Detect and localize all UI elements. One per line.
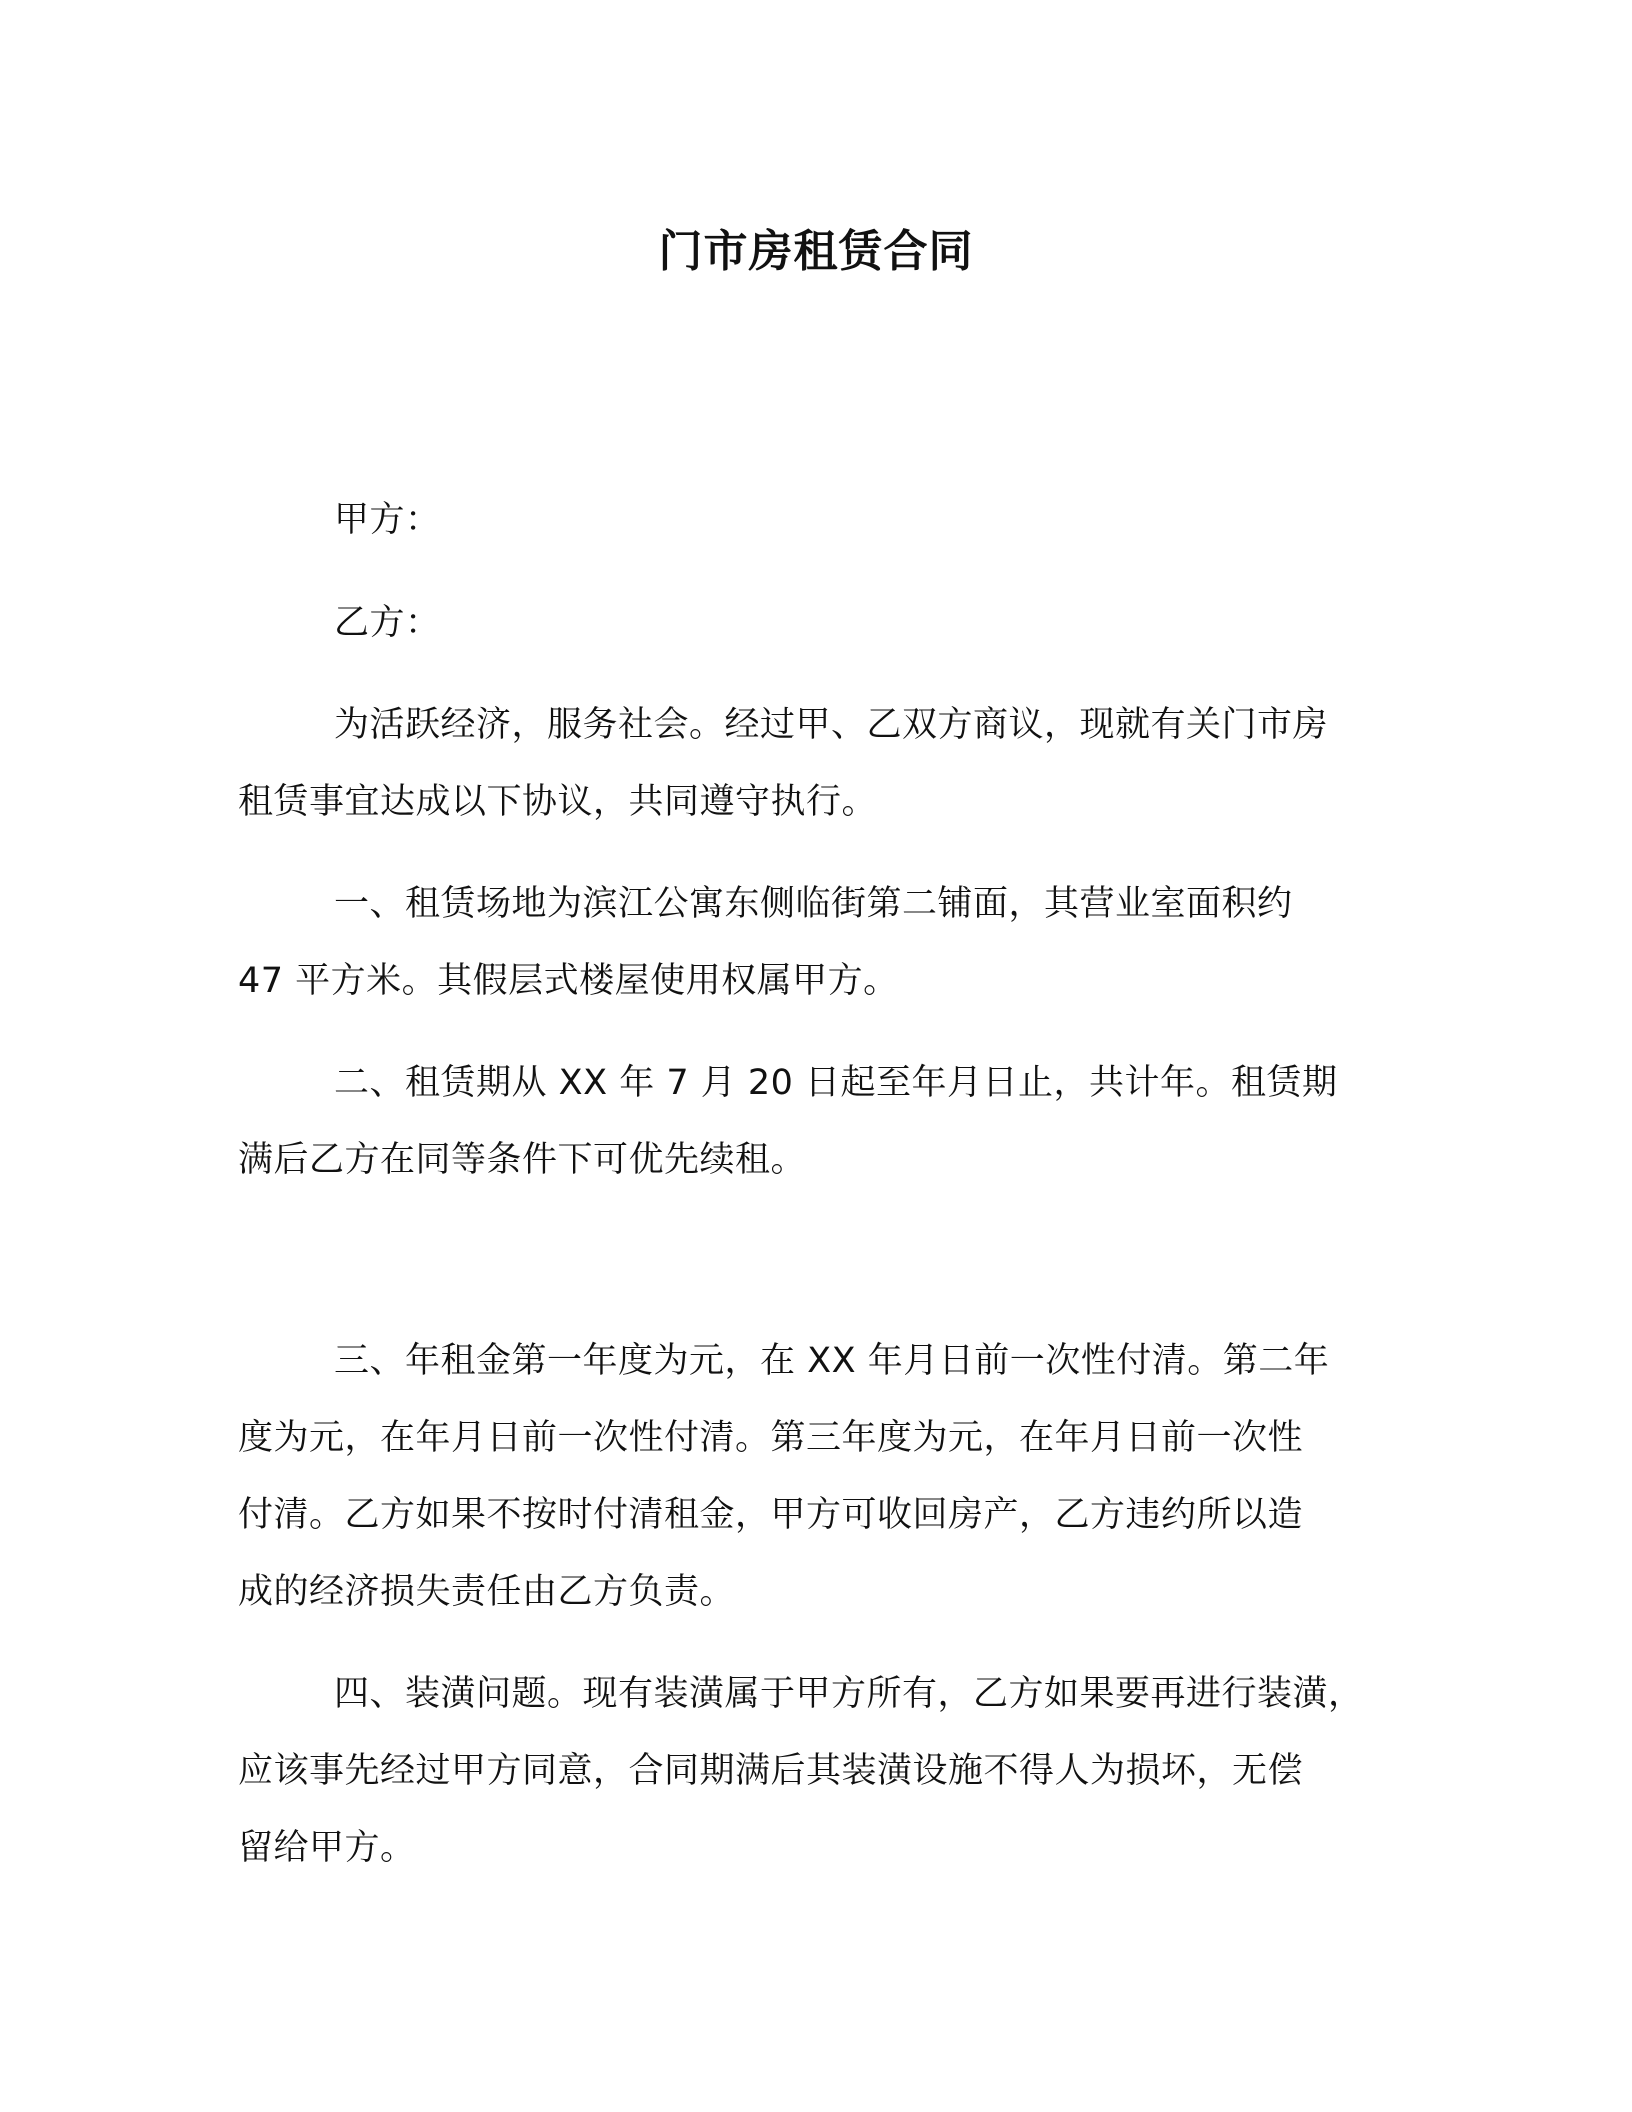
clause-3-line-3: 付清。乙方如果不按时付清租金，甲方可收回房产，乙方违约所以造: [238, 1495, 1304, 1535]
clause-4-line-3: 留给甲方。: [238, 1828, 416, 1868]
page-title: 门市房租赁合同: [658, 226, 974, 277]
clause-2-line-1: 二、租赁期从 XX 年 7 月 20 日起至年月日止，共计年。租赁期: [334, 1063, 1338, 1103]
clause-4-line-1: 四、装潢问题。现有装潢属于甲方所有，乙方如果要再进行装潢，: [334, 1674, 1364, 1714]
party-a-label: 甲方：: [334, 500, 441, 540]
clause-1-line-1: 一、租赁场地为滨江公寓东侧临街第二铺面，其营业室面积约: [334, 884, 1293, 924]
clause-3-line-2: 度为元，在年月日前一次性付清。第三年度为元，在年月日前一次性: [238, 1418, 1304, 1458]
party-b-label: 乙方：: [334, 603, 441, 643]
clause-3-line-4: 成的经济损失责任由乙方负责。: [238, 1572, 736, 1612]
preamble-line-2: 租赁事宜达成以下协议，共同遵守执行。: [238, 782, 878, 822]
clause-4-line-2: 应该事先经过甲方同意，合同期满后其装潢设施不得人为损坏，无偿: [238, 1751, 1304, 1791]
clause-2-line-2: 满后乙方在同等条件下可优先续租。: [238, 1140, 807, 1180]
clause-1-line-2: 47 平方米。其假层式楼屋使用权属甲方。: [238, 961, 899, 1001]
preamble-line-1: 为活跃经济，服务社会。经过甲、乙双方商议，现就有关门市房: [334, 705, 1329, 745]
clause-3-line-1: 三、年租金第一年度为元，在 XX 年月日前一次性付清。第二年: [334, 1341, 1330, 1381]
